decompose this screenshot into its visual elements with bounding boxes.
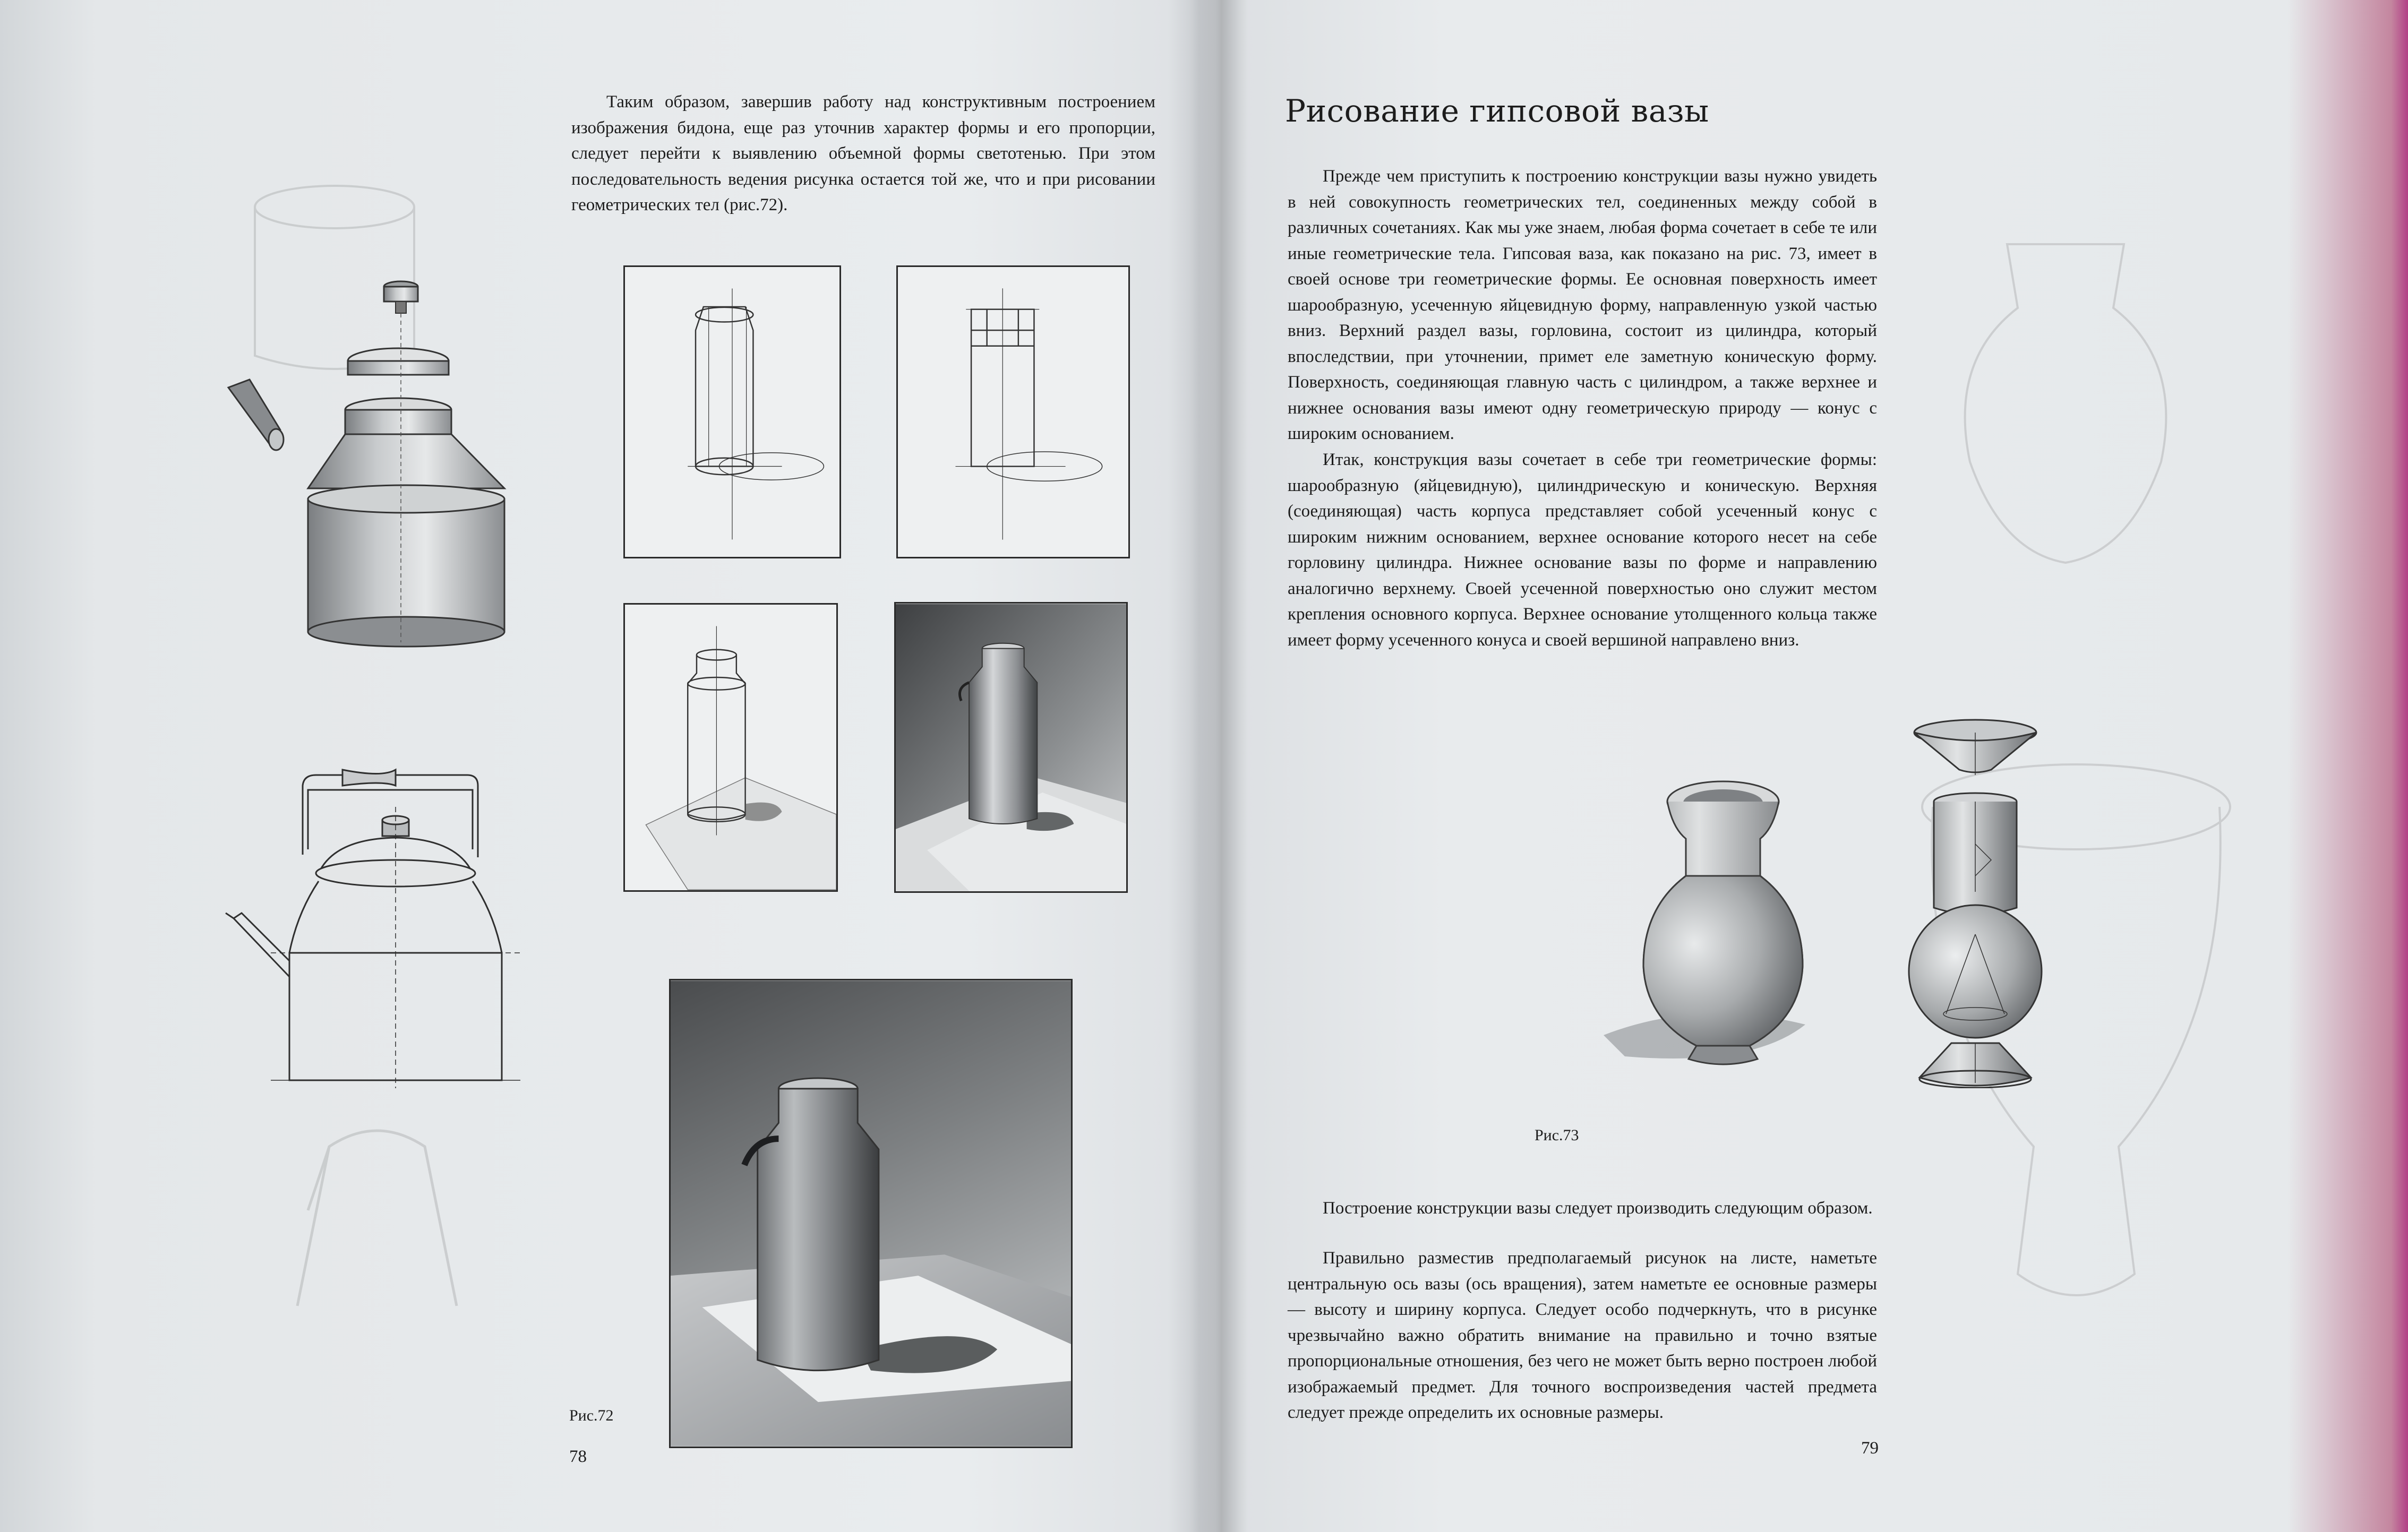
left-page bbox=[0, 0, 1200, 1532]
kettle-construction-drawing bbox=[223, 754, 520, 1094]
page-number: 78 bbox=[569, 1447, 587, 1466]
body-paragraph-1: Прежде чем приступить к построению конструкции вазы нужно увидеть в ней совокупность геометрических тел, соединенных между собой в различных сочетаниях. Как мы уже знаем, любая форма сочетает в себе те или иные геометрические тела. Гипсовая ваза, как показано на рис. 73, имеет в своей основе три геометрические формы. Ее основная поверхность имеет шарообразную, усеченную яйцевидную форму, направленную узкой частью вниз. Верхний раздел вазы, горловина, состоит из цилиндра, который впоследствии, при уточнении, примет еле заметную коническую форму. Поверхность, соединяющая главную часть с цилиндром, а также верхнее и нижнее основания вазы имеют одну геометрическую природу — конус с широким основанием. bbox=[1288, 167, 1877, 443]
body-paragraph-4: Правильно разместив предполагаемый рисунок на листе, наметьте центральную ось вазы (ось вращения), затем наметьте ее основные размеры — высоту и ширину корпуса. Следует особо подчеркнуть, что в рисунке чрезвычайно важно обратить внимание на правильно и точно взятые пропорциональные отношения, без чего не может быть верно построен любой изображаемый предмет. Для точного воспроизведения частей предмета следует прежде определить их основные размеры. bbox=[1288, 1249, 1877, 1422]
figure-caption: Рис.72 bbox=[569, 1407, 614, 1424]
stage-1-frame bbox=[623, 265, 841, 558]
stage-2-frame bbox=[896, 265, 1130, 558]
page-number: 79 bbox=[1861, 1439, 1879, 1458]
stage-4-frame bbox=[894, 602, 1128, 893]
vase-geometric-construction bbox=[1890, 717, 2060, 1088]
plaster-vase-drawing bbox=[1593, 770, 1821, 1078]
right-page bbox=[1221, 0, 2389, 1532]
page-title: Рисование гипсовой вазы bbox=[1285, 93, 1709, 129]
figure-caption: Рис.73 bbox=[1535, 1126, 1579, 1144]
final-can-drawing-frame bbox=[669, 979, 1073, 1448]
body-paragraph-2: Итак, конструкция вазы сочетает в себе три геометрические формы: шарообразную (яйцевидную), цилиндрическую и коническую. Верхняя (соединяющая) часть корпуса представляет собой усеченный конус с широким нижним основанием, верхнее основание которого несет на себе горловину цилиндра. Нижнее основание вазы по форме и направлению аналогично верхнему. Своей усеченной поверхностью оно служит местом крепления основного корпуса. Верхнее основание утолщенного кольца также имеет форму усеченного конуса и своей вершиной направлено вниз. bbox=[1288, 450, 1877, 650]
show-through-ghost-vase bbox=[1938, 223, 2193, 605]
body-paragraph: Таким образом, завершив работу над конструктивным построением изображения бидона, еще раз уточнив характер формы и его пропорции, следует перейти к выявлению объемной формы светотенью. При этом последовательность ведения рисунка остается той же, что и при рисовании геометрических тел (рис.72). bbox=[571, 92, 1155, 214]
show-through-ghost-lower bbox=[265, 1104, 489, 1327]
exploded-can-drawing bbox=[218, 271, 515, 653]
stage-3-frame bbox=[623, 603, 838, 892]
body-paragraph-3: Построение конструкции вазы следует производить следующим образом. bbox=[1323, 1199, 1873, 1218]
